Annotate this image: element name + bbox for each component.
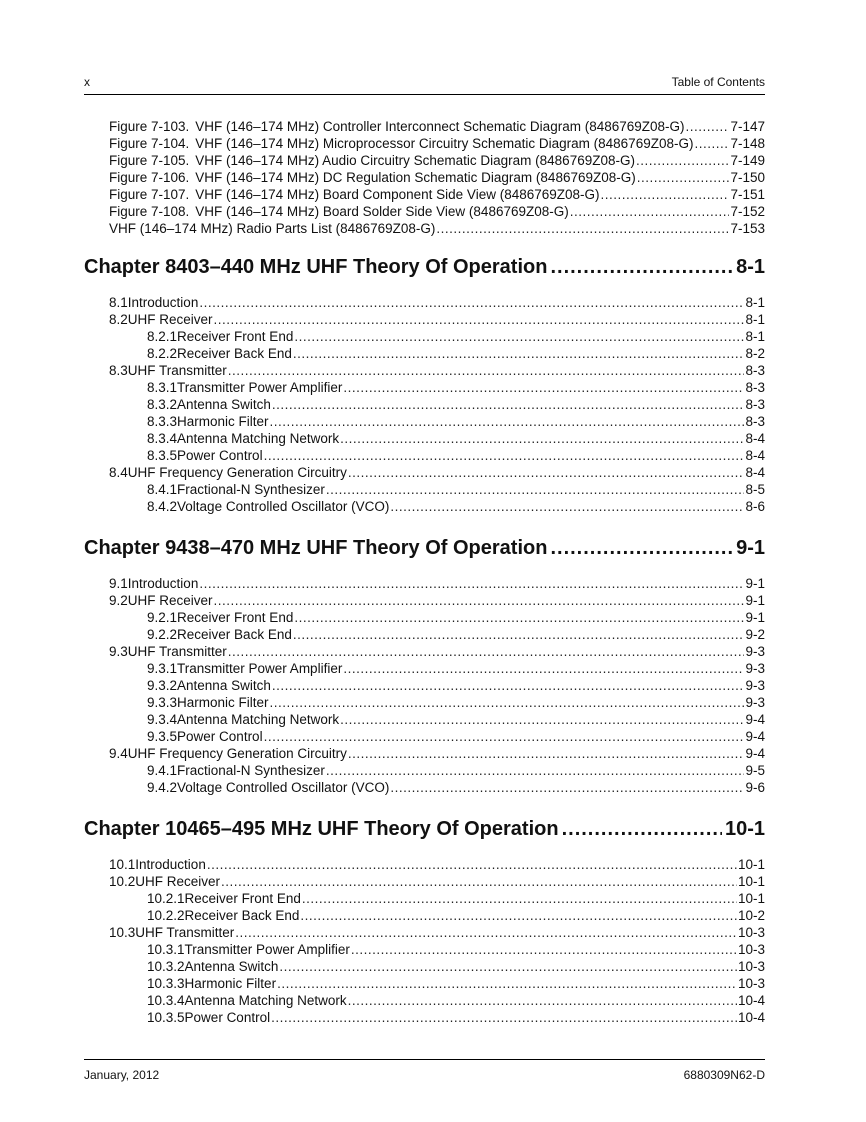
section-number: 8.3.5 [147, 448, 178, 463]
toc-entry[interactable] [147, 958, 765, 975]
section-page: 8-3 [745, 363, 765, 378]
toc-entry[interactable] [147, 711, 765, 728]
section-title: UHF Transmitter [127, 644, 227, 659]
figure-page: 7-153 [730, 221, 765, 236]
chapter-heading[interactable] [84, 537, 765, 560]
dot-leader [272, 396, 745, 413]
section-title: Transmitter Power Amplifier [184, 942, 350, 957]
dot-leader [550, 256, 733, 279]
chapter-label: Chapter 10 [84, 818, 188, 840]
chapter-title: 465–495 MHz UHF Theory Of Operation [187, 818, 559, 840]
dot-leader [636, 152, 729, 169]
dot-leader [348, 464, 745, 481]
section-title: Power Control [177, 448, 263, 463]
dot-leader [207, 856, 737, 873]
section-page: 9-3 [745, 695, 765, 710]
section-page: 10-1 [737, 874, 765, 889]
dot-leader [228, 362, 745, 379]
section-page: 9-4 [745, 729, 765, 744]
dot-leader [271, 1009, 737, 1026]
section-title: Antenna Matching Network [184, 993, 347, 1008]
chapter-heading[interactable] [84, 818, 765, 841]
dot-leader [351, 941, 737, 958]
dot-leader [277, 975, 737, 992]
section-page: 9-3 [745, 661, 765, 676]
dot-leader [436, 220, 729, 237]
toc-entry[interactable] [147, 396, 765, 413]
dot-leader [214, 311, 745, 328]
chapter-label: Chapter 9 [84, 537, 177, 559]
dot-leader [390, 498, 744, 515]
dot-leader [340, 430, 744, 447]
toc-entry[interactable] [147, 660, 765, 677]
figure-entry[interactable] [109, 152, 765, 169]
toc-entry[interactable] [109, 311, 765, 328]
section-page: 9-5 [745, 763, 765, 778]
dot-leader [270, 694, 745, 711]
section-page: 8-4 [745, 431, 765, 446]
section-title: Antenna Switch [177, 397, 271, 412]
figure-entry[interactable] [109, 186, 765, 203]
dot-leader [326, 762, 745, 779]
section-title: Transmitter Power Amplifier [177, 661, 343, 676]
dot-leader [348, 992, 737, 1009]
section-title: UHF Receiver [127, 593, 213, 608]
section-page: 8-1 [745, 312, 765, 327]
toc-entry[interactable] [109, 745, 765, 762]
dot-leader [199, 294, 744, 311]
header-rule [84, 94, 765, 95]
section-title: UHF Frequency Generation Circuitry [127, 746, 347, 761]
dot-leader [199, 575, 744, 592]
section-number: 10.2 [109, 874, 136, 889]
dot-leader [637, 169, 730, 186]
section-page: 9-4 [745, 746, 765, 761]
section-title: UHF Transmitter [135, 925, 235, 940]
toc-entry[interactable] [147, 413, 765, 430]
figure-title: VHF (146–174 MHz) Radio Parts List (8486769Z08-G) [109, 221, 436, 236]
section-page: 9-1 [745, 593, 765, 608]
section-title: Receiver Back End [177, 346, 292, 361]
figure-label: Figure 7-108. [109, 204, 190, 219]
toc-entry[interactable] [147, 609, 765, 626]
section-page: 8-1 [745, 329, 765, 344]
dot-leader [294, 328, 744, 345]
dot-leader [300, 907, 737, 924]
section-number: 9.3.1 [147, 661, 178, 676]
dot-leader [235, 924, 737, 941]
section-number: 8.4 [109, 465, 128, 480]
section-page: 8-5 [745, 482, 765, 497]
section-title: UHF Receiver [127, 312, 213, 327]
section-number: 8.4.2 [147, 499, 178, 514]
section-number: 10.3.3 [147, 976, 185, 991]
section-number: 8.3.3 [147, 414, 178, 429]
section-title: Introduction [135, 857, 206, 872]
toc-entry[interactable] [109, 856, 765, 873]
section-title: Power Control [184, 1010, 271, 1025]
section-title: Antenna Switch [177, 678, 271, 693]
section-number: 9.3 [109, 644, 128, 659]
chapter-title: 403–440 MHz UHF Theory Of Operation [176, 256, 548, 278]
section-page: 10-1 [737, 857, 765, 872]
toc-entry[interactable] [109, 643, 765, 660]
dot-leader [343, 379, 744, 396]
dot-leader [340, 711, 744, 728]
section-title: Voltage Controlled Oscillator (VCO) [177, 780, 390, 795]
section-page: 8-4 [745, 448, 765, 463]
toc-entry[interactable] [147, 975, 765, 992]
toc-entry[interactable] [109, 294, 765, 311]
section-page: 9-6 [745, 780, 765, 795]
chapter-page: 8-1 [736, 256, 765, 278]
toc-entry[interactable] [147, 890, 765, 907]
section-title: Introduction [127, 295, 199, 310]
figure-entry-title [109, 152, 635, 169]
section-title: Fractional-N Synthesizer [177, 482, 325, 497]
section-number: 10.2.1 [147, 891, 185, 906]
section-title: Harmonic Filter [177, 414, 269, 429]
toc-entry[interactable] [147, 992, 765, 1009]
section-number: 9.4.2 [147, 780, 178, 795]
toc-entry[interactable] [147, 345, 765, 362]
toc-entry[interactable] [109, 873, 765, 890]
section-page: 8-4 [745, 465, 765, 480]
toc-entry[interactable] [147, 430, 765, 447]
section-page: 9-3 [745, 644, 765, 659]
section-number: 8.2.2 [147, 346, 178, 361]
section-title: Receiver Front End [177, 329, 294, 344]
figure-title: VHF (146–174 MHz) Microprocessor Circuitry Schematic Diagram (8486769Z08-G) [195, 136, 694, 151]
figure-label: Figure 7-105. [109, 153, 190, 168]
dot-leader [570, 203, 730, 220]
figure-entry[interactable] [109, 203, 765, 220]
section-title: UHF Frequency Generation Circuitry [127, 465, 347, 480]
toc-entry[interactable] [147, 694, 765, 711]
section-number: 9.2.1 [147, 610, 178, 625]
section-number: 8.3.2 [147, 397, 178, 412]
figure-page: 7-148 [730, 136, 765, 151]
dot-leader [348, 745, 745, 762]
section-number: 10.2.2 [147, 908, 185, 923]
section-number: 8.3.4 [147, 431, 178, 446]
section-title: Receiver Front End [177, 610, 294, 625]
section-page: 8-3 [745, 397, 765, 412]
figure-page: 7-152 [730, 204, 765, 219]
section-page: 8-3 [745, 414, 765, 429]
section-page: 10-3 [737, 959, 765, 974]
dot-leader [694, 135, 729, 152]
section-page: 10-4 [737, 993, 765, 1008]
dot-leader [562, 818, 722, 841]
section-number: 8.3.1 [147, 380, 178, 395]
toc-entry[interactable] [147, 941, 765, 958]
chapter-title: 438–470 MHz UHF Theory Of Operation [176, 537, 548, 559]
figure-entry-title [109, 169, 636, 186]
dot-leader [326, 481, 745, 498]
dot-leader [302, 890, 737, 907]
dot-leader [293, 345, 745, 362]
figure-page: 7-151 [730, 187, 765, 202]
toc-entry[interactable] [147, 379, 765, 396]
section-title: Receiver Back End [177, 627, 292, 642]
figure-entry[interactable] [109, 135, 765, 152]
section-number: 9.2.2 [147, 627, 178, 642]
dot-leader [279, 958, 737, 975]
toc-entry[interactable] [109, 362, 765, 379]
section-page: 9-3 [745, 678, 765, 693]
section-page: 10-2 [737, 908, 765, 923]
section-number: 10.1 [109, 857, 136, 872]
toc-entry[interactable] [147, 728, 765, 745]
section-title: Transmitter Power Amplifier [177, 380, 343, 395]
section-number: 9.4.1 [147, 763, 178, 778]
chapter-page: 10-1 [724, 818, 765, 840]
toc-entry[interactable] [147, 328, 765, 345]
chapter-heading[interactable] [84, 256, 765, 279]
toc-entry[interactable] [147, 779, 765, 796]
figure-title: VHF (146–174 MHz) Board Component Side View (8486769Z08-G) [195, 187, 600, 202]
dot-leader [214, 592, 745, 609]
section-title: Receiver Front End [184, 891, 301, 906]
section-title: UHF Receiver [135, 874, 221, 889]
section-page: 10-1 [737, 891, 765, 906]
toc-entry[interactable] [147, 626, 765, 643]
section-number: 9.3.2 [147, 678, 178, 693]
toc-entry[interactable] [147, 677, 765, 694]
section-number: 10.3 [109, 925, 136, 940]
figure-entry[interactable] [109, 118, 765, 135]
section-title: Power Control [177, 729, 263, 744]
section-title: Antenna Switch [184, 959, 279, 974]
section-page: 8-2 [745, 346, 765, 361]
figure-entry-title [109, 220, 435, 237]
dot-leader [550, 537, 733, 560]
section-number: 8.1 [109, 295, 128, 310]
dot-leader [601, 186, 730, 203]
figure-entry[interactable] [109, 220, 765, 237]
section-title: Receiver Back End [184, 908, 300, 923]
section-number: 8.4.1 [147, 482, 178, 497]
section-number: 9.1 [109, 576, 128, 591]
toc-entry[interactable] [147, 1009, 765, 1026]
figure-page: 7-150 [730, 170, 765, 185]
toc-entry[interactable] [147, 762, 765, 779]
figure-entry[interactable] [109, 169, 765, 186]
toc-entry[interactable] [109, 592, 765, 609]
section-number: 9.3.4 [147, 712, 178, 727]
footer-doc-number: 6880309N62-D [683, 1068, 765, 1082]
dot-leader [293, 626, 745, 643]
section-page: 9-2 [745, 627, 765, 642]
section-number: 9.2 [109, 593, 128, 608]
section-number: 10.3.2 [147, 959, 185, 974]
section-title: Harmonic Filter [177, 695, 269, 710]
figure-title: VHF (146–174 MHz) Controller Interconnect Schematic Diagram (8486769Z08-G) [195, 119, 685, 134]
dot-leader [264, 447, 745, 464]
section-page: 10-3 [737, 976, 765, 991]
toc-entry[interactable] [109, 464, 765, 481]
running-header: Table of Contents [671, 75, 765, 89]
dot-leader [390, 779, 744, 796]
section-title: Fractional-N Synthesizer [177, 763, 325, 778]
section-number: 10.3.1 [147, 942, 185, 957]
figure-title: VHF (146–174 MHz) Board Solder Side View (8486769Z08-G) [195, 204, 569, 219]
section-page: 9-1 [745, 610, 765, 625]
chapter-label: Chapter 8 [84, 256, 177, 278]
footer-rule [84, 1059, 765, 1060]
section-page: 10-3 [737, 942, 765, 957]
section-title: Antenna Matching Network [177, 712, 340, 727]
dot-leader [272, 677, 745, 694]
section-number: 9.3.3 [147, 695, 178, 710]
section-title: Voltage Controlled Oscillator (VCO) [177, 499, 390, 514]
toc-entry[interactable] [147, 498, 765, 515]
section-page: 10-3 [737, 925, 765, 940]
dot-leader [228, 643, 745, 660]
toc-entry[interactable] [109, 575, 765, 592]
section-page: 9-4 [745, 712, 765, 727]
section-number: 9.4 [109, 746, 128, 761]
section-title: Harmonic Filter [184, 976, 277, 991]
figure-page: 7-147 [730, 119, 765, 134]
section-title: Introduction [127, 576, 199, 591]
figure-label: Figure 7-104. [109, 136, 190, 151]
page-number-label: x [84, 75, 90, 89]
section-page: 10-4 [737, 1010, 765, 1025]
section-page: 8-1 [745, 295, 765, 310]
figure-entry-title [109, 118, 685, 135]
dot-leader [686, 118, 730, 135]
section-number: 10.3.5 [147, 1010, 185, 1025]
section-number: 8.2 [109, 312, 128, 327]
figure-label: Figure 7-106. [109, 170, 190, 185]
section-number: 8.2.1 [147, 329, 178, 344]
footer-date: January, 2012 [84, 1068, 160, 1082]
section-title: UHF Transmitter [127, 363, 227, 378]
section-number: 10.3.4 [147, 993, 185, 1008]
toc-entry[interactable] [147, 447, 765, 464]
figure-entry-title [109, 135, 693, 152]
section-page: 8-6 [745, 499, 765, 514]
section-page: 9-1 [745, 576, 765, 591]
section-number: 9.3.5 [147, 729, 178, 744]
dot-leader [270, 413, 745, 430]
dot-leader [294, 609, 744, 626]
dot-leader [264, 728, 745, 745]
section-page: 8-3 [745, 380, 765, 395]
toc-entry[interactable] [109, 924, 765, 941]
figure-page: 7-149 [730, 153, 765, 168]
section-title: Antenna Matching Network [177, 431, 340, 446]
figure-title: VHF (146–174 MHz) DC Regulation Schematic Diagram (8486769Z08-G) [195, 170, 636, 185]
section-number: 8.3 [109, 363, 128, 378]
figure-entry-title [109, 186, 600, 203]
figure-label: Figure 7-103. [109, 119, 190, 134]
figure-title: VHF (146–174 MHz) Audio Circuitry Schematic Diagram (8486769Z08-G) [195, 153, 635, 168]
dot-leader [221, 873, 737, 890]
figure-label: Figure 7-107. [109, 187, 190, 202]
toc-entry[interactable] [147, 481, 765, 498]
toc-entry[interactable] [147, 907, 765, 924]
chapter-page: 9-1 [736, 537, 765, 559]
dot-leader [343, 660, 744, 677]
figure-entry-title [109, 203, 569, 220]
